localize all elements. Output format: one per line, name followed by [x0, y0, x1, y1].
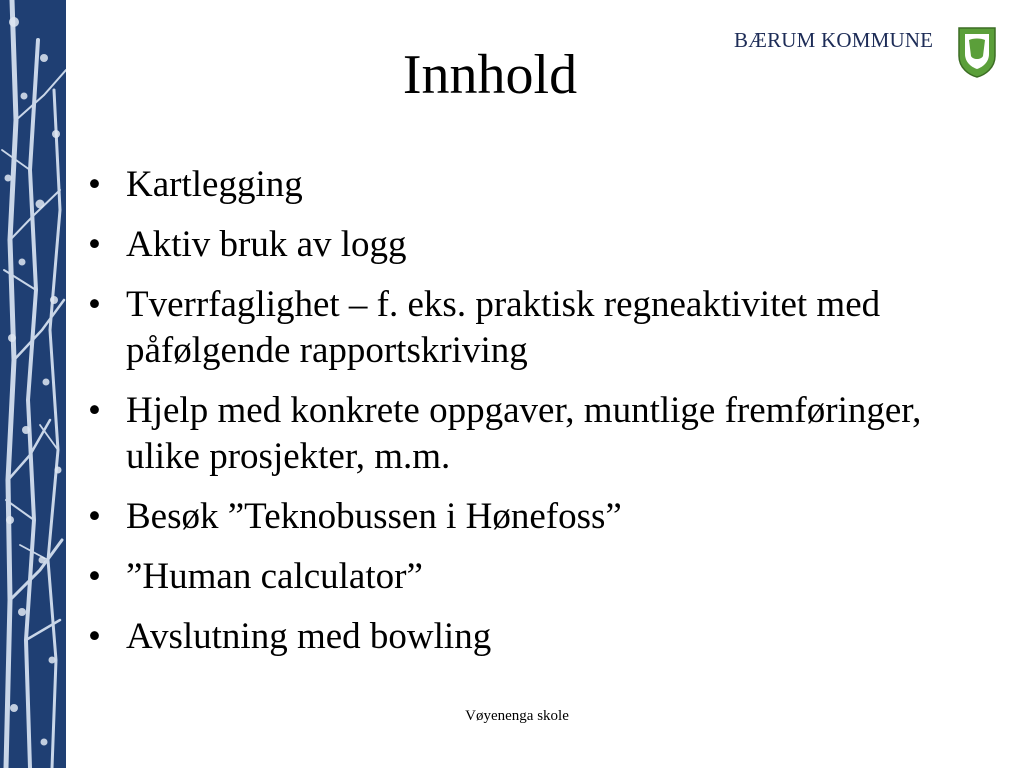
bullet-item: [86, 162, 986, 208]
bullet-glyph: •: [88, 164, 101, 205]
bullet-item: [86, 494, 986, 540]
slide-title-text: Innhold: [402, 44, 578, 106]
bullet-glyph: •: [88, 496, 101, 537]
slide-title: [0, 40, 980, 110]
bullet-glyph: •: [88, 616, 101, 657]
bullet-text: Avslutning med bowling: [126, 616, 492, 657]
bullet-text: Kartlegging: [126, 164, 303, 205]
bullet-item: [86, 222, 986, 268]
slide-footer: Vøyenenga skole: [465, 708, 569, 724]
bullet-text: ”Human calculator”: [126, 556, 423, 597]
bullet-glyph: •: [88, 390, 101, 431]
bullet-text: Aktiv bruk av logg: [126, 224, 407, 265]
bullet-text: Tverrfaglighet – f. eks. praktisk regneaktivitet med påfølgende rapportskriving: [126, 284, 881, 371]
bullet-text: Hjelp med konkrete oppgaver, muntlige fremføringer, ulike prosjekter, m.m.: [126, 390, 922, 477]
logo-text: BÆRUM KOMMUNE: [734, 28, 934, 52]
bullet-item: [86, 282, 986, 374]
bullet-item: [86, 554, 986, 600]
decorative-tree-strip: [0, 0, 66, 768]
bullet-list: [86, 162, 986, 674]
bullet-item: [86, 614, 986, 660]
bullet-glyph: •: [88, 224, 101, 265]
bullet-item: [86, 388, 986, 480]
tree-branches-icon: [0, 0, 66, 768]
bullet-text: Besøk ”Teknobussen i Hønefoss”: [126, 496, 622, 537]
bullet-glyph: •: [88, 284, 101, 325]
bullet-glyph: •: [88, 556, 101, 597]
